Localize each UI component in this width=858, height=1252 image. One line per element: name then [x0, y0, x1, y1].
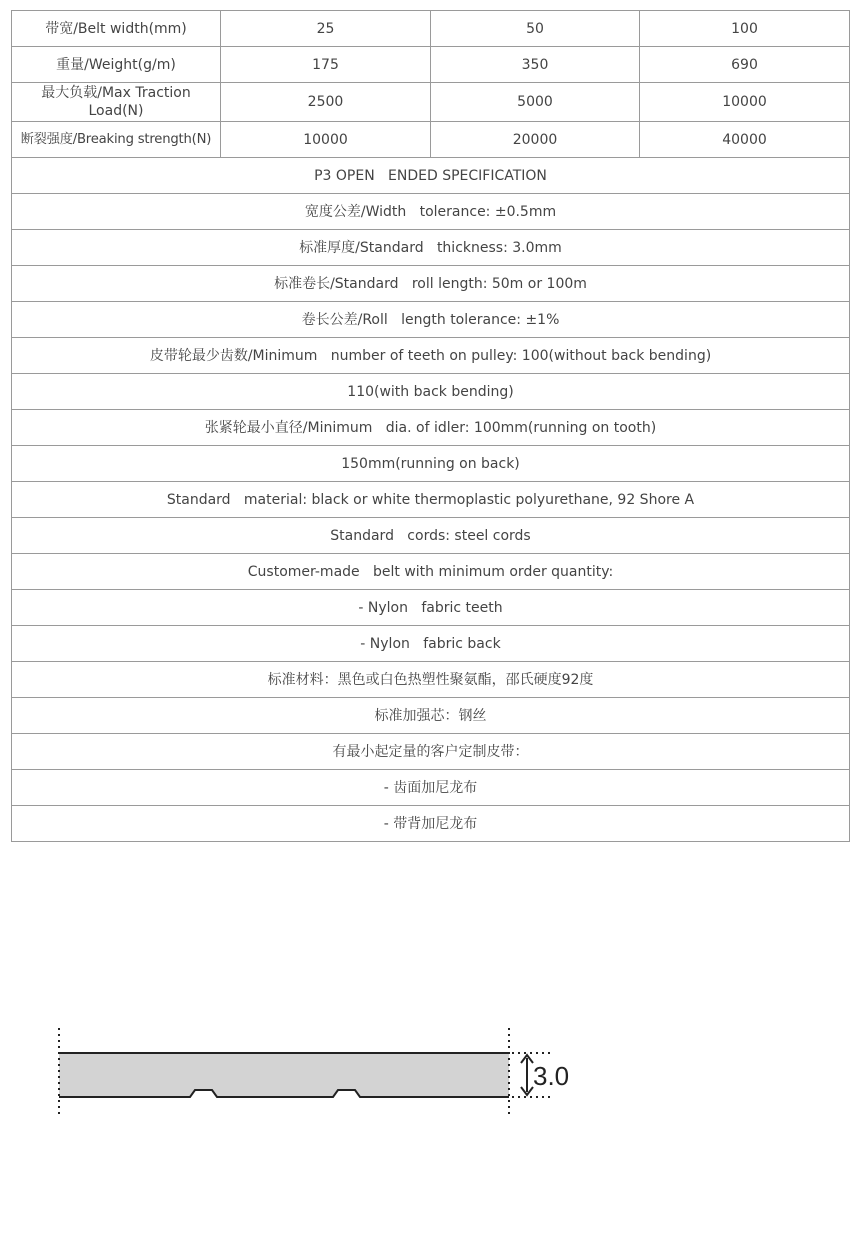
spec-line: - Nylon fabric teeth: [12, 590, 850, 626]
table-row-belt-width: [12, 11, 850, 47]
spec-line: 标准厚度/Standard thickness: 3.0mm: [12, 230, 850, 266]
spec-row: [12, 590, 850, 626]
spec-table: [11, 10, 850, 842]
spec-row: [12, 518, 850, 554]
spec-row: [12, 410, 850, 446]
table-row-max-traction-load: [12, 83, 850, 122]
spec-line: Standard cords: steel cords: [12, 518, 850, 554]
spec-line: - 齿面加尼龙布: [12, 770, 850, 806]
spec-line: 标准加强芯：钢丝: [12, 698, 850, 734]
spec-line: 150mm(running on back): [12, 446, 850, 482]
table-row-breaking-strength: [12, 122, 850, 158]
spec-line: - 带背加尼龙布: [12, 806, 850, 842]
spec-line: 宽度公差/Width tolerance: ±0.5mm: [12, 194, 850, 230]
spec-row: [12, 446, 850, 482]
spec-line: 张紧轮最小直径/Minimum dia. of idler: 100mm(running on tooth): [12, 410, 850, 446]
spec-row: [12, 158, 850, 194]
spec-line: 有最小起定量的客户定制皮带：: [12, 734, 850, 770]
spec-line: Standard material: black or white thermoplastic polyurethane, 92 Shore A: [12, 482, 850, 518]
cell-value: 690: [640, 47, 850, 83]
spec-line: - Nylon fabric back: [12, 626, 850, 662]
spec-line: 标准材料：黑色或白色热塑性聚氨酯，邵氏硬度92度: [12, 662, 850, 698]
cell-value: 2500: [221, 83, 431, 122]
spec-row: [12, 266, 850, 302]
spec-line: 110(with back bending): [12, 374, 850, 410]
spec-title: P3 OPEN ENDED SPECIFICATION: [12, 158, 850, 194]
spec-row: [12, 662, 850, 698]
spec-line: Customer-made belt with minimum order quantity:: [12, 554, 850, 590]
spec-row: [12, 554, 850, 590]
cell-value: 25: [221, 11, 431, 47]
table-row-weight: [12, 47, 850, 83]
cell-value: 10000: [640, 83, 850, 122]
spec-row: [12, 482, 850, 518]
cell-value: 5000: [431, 83, 640, 122]
spec-row: [12, 230, 850, 266]
spec-line: 标准卷长/Standard roll length: 50m or 100m: [12, 266, 850, 302]
spec-row: [12, 806, 850, 842]
spec-row: [12, 194, 850, 230]
spec-row: [12, 302, 850, 338]
spec-row: [12, 626, 850, 662]
cell-value: 350: [431, 47, 640, 83]
belt-profile-diagram: [40, 1020, 600, 1130]
row-label: 重量/Weight(g/m): [12, 47, 221, 83]
cell-value: 10000: [221, 122, 431, 158]
spec-row: [12, 338, 850, 374]
cell-value: 40000: [640, 122, 850, 158]
cell-value: 100: [640, 11, 850, 47]
cell-value: 20000: [431, 122, 640, 158]
belt-body: [59, 1053, 509, 1097]
thickness-label: 3.0: [533, 1061, 570, 1091]
spec-row: [12, 698, 850, 734]
spec-row: [12, 734, 850, 770]
spec-row: [12, 374, 850, 410]
spec-line: 卷长公差/Roll length tolerance: ±1%: [12, 302, 850, 338]
spec-row: [12, 770, 850, 806]
row-label: 带宽/Belt width(mm): [12, 11, 221, 47]
spec-line: 皮带轮最少齿数/Minimum number of teeth on pulley: 100(without back bending): [12, 338, 850, 374]
cell-value: 50: [431, 11, 640, 47]
row-label: 最大负载/Max Traction Load(N): [12, 83, 221, 122]
row-label: 断裂强度/Breaking strength(N): [12, 122, 221, 158]
cell-value: 175: [221, 47, 431, 83]
